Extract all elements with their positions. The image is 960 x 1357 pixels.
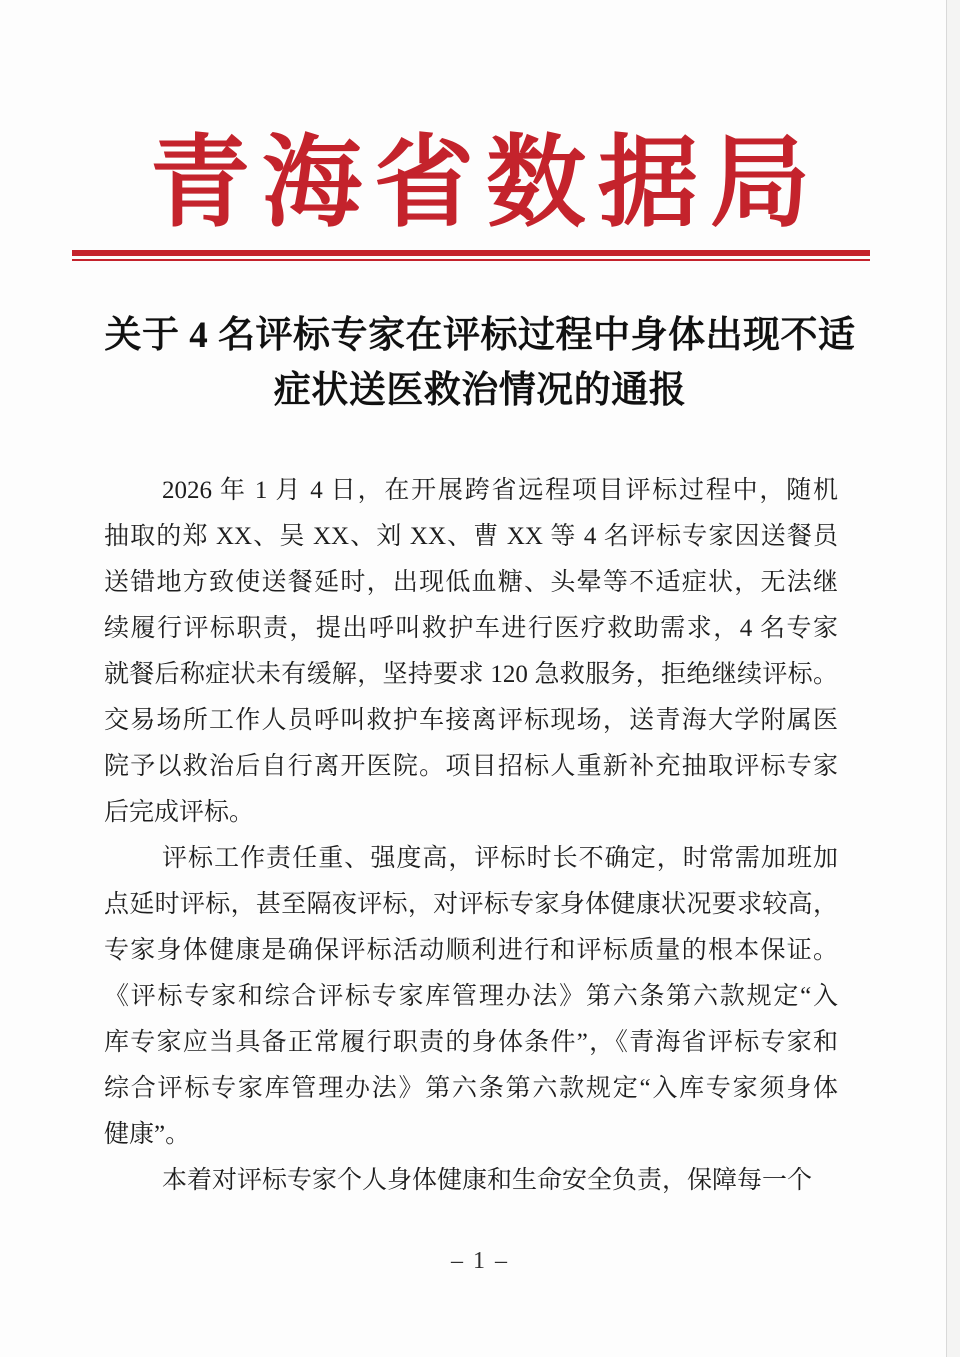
document-title-line-1: 关于 4 名评标专家在评标过程中身体出现不适 — [104, 315, 856, 356]
body-line: 院予以救治后自行离开医院。项目招标人重新补充抽取评标专家 — [104, 753, 838, 780]
body-line: 点延时评标，甚至隔夜评标，对评标专家身体健康状况要求较高， — [104, 891, 838, 918]
body-line: 库专家应当具备正常履行职责的身体条件”，《青海省评标专家和 — [104, 1029, 838, 1056]
body-line: 专家身体健康是确保评标活动顺利进行和评标质量的根本保证。 — [104, 937, 838, 964]
letterhead-divider-thin-line — [72, 259, 870, 261]
document-title — [0, 308, 960, 418]
page-number: – 1 – — [451, 1248, 509, 1274]
body-line: 《评标专家和综合评标专家库管理办法》第六条第六款规定“入 — [104, 983, 838, 1010]
body-line: 2026 年 1 月 4 日，在开展跨省远程项目评标过程中，随机 — [162, 477, 838, 504]
body-line: 抽取的郑 XX、吴 XX、刘 XX、曹 XX 等 4 名评标专家因送餐员 — [104, 523, 838, 550]
body-line: 就餐后称症状未有缓解，坚持要求 120 急救服务，拒绝继续评标。 — [104, 661, 838, 688]
scan-edge-shade — [947, 0, 960, 1357]
agency-letterhead-title: 青海省数据局 — [150, 128, 822, 239]
document-title-line-2: 症状送医救治情况的通报 — [273, 370, 687, 411]
body-line: 送错地方致使送餐延时，出现低血糖、头晕等不适症状，无法继 — [104, 569, 838, 596]
body-line: 健康”。 — [104, 1121, 191, 1148]
letterhead-divider — [72, 250, 870, 261]
document-body — [104, 468, 838, 1204]
body-line: 本着对评标专家个人身体健康和生命安全负责，保障每一个 — [162, 1167, 813, 1194]
scan-edge-line — [946, 0, 947, 1357]
body-line: 综合评标专家库管理办法》第六条第六款规定“入库专家须身体 — [104, 1075, 838, 1102]
body-line: 续履行评标职责，提出呼叫救护车进行医疗救助需求，4 名专家 — [104, 615, 838, 642]
body-line: 评标工作责任重、强度高，评标时长不确定，时常需加班加 — [162, 845, 838, 872]
body-line: 后完成评标。 — [104, 799, 255, 826]
body-line: 交易场所工作人员呼叫救护车接离评标现场，送青海大学附属医 — [104, 707, 838, 734]
